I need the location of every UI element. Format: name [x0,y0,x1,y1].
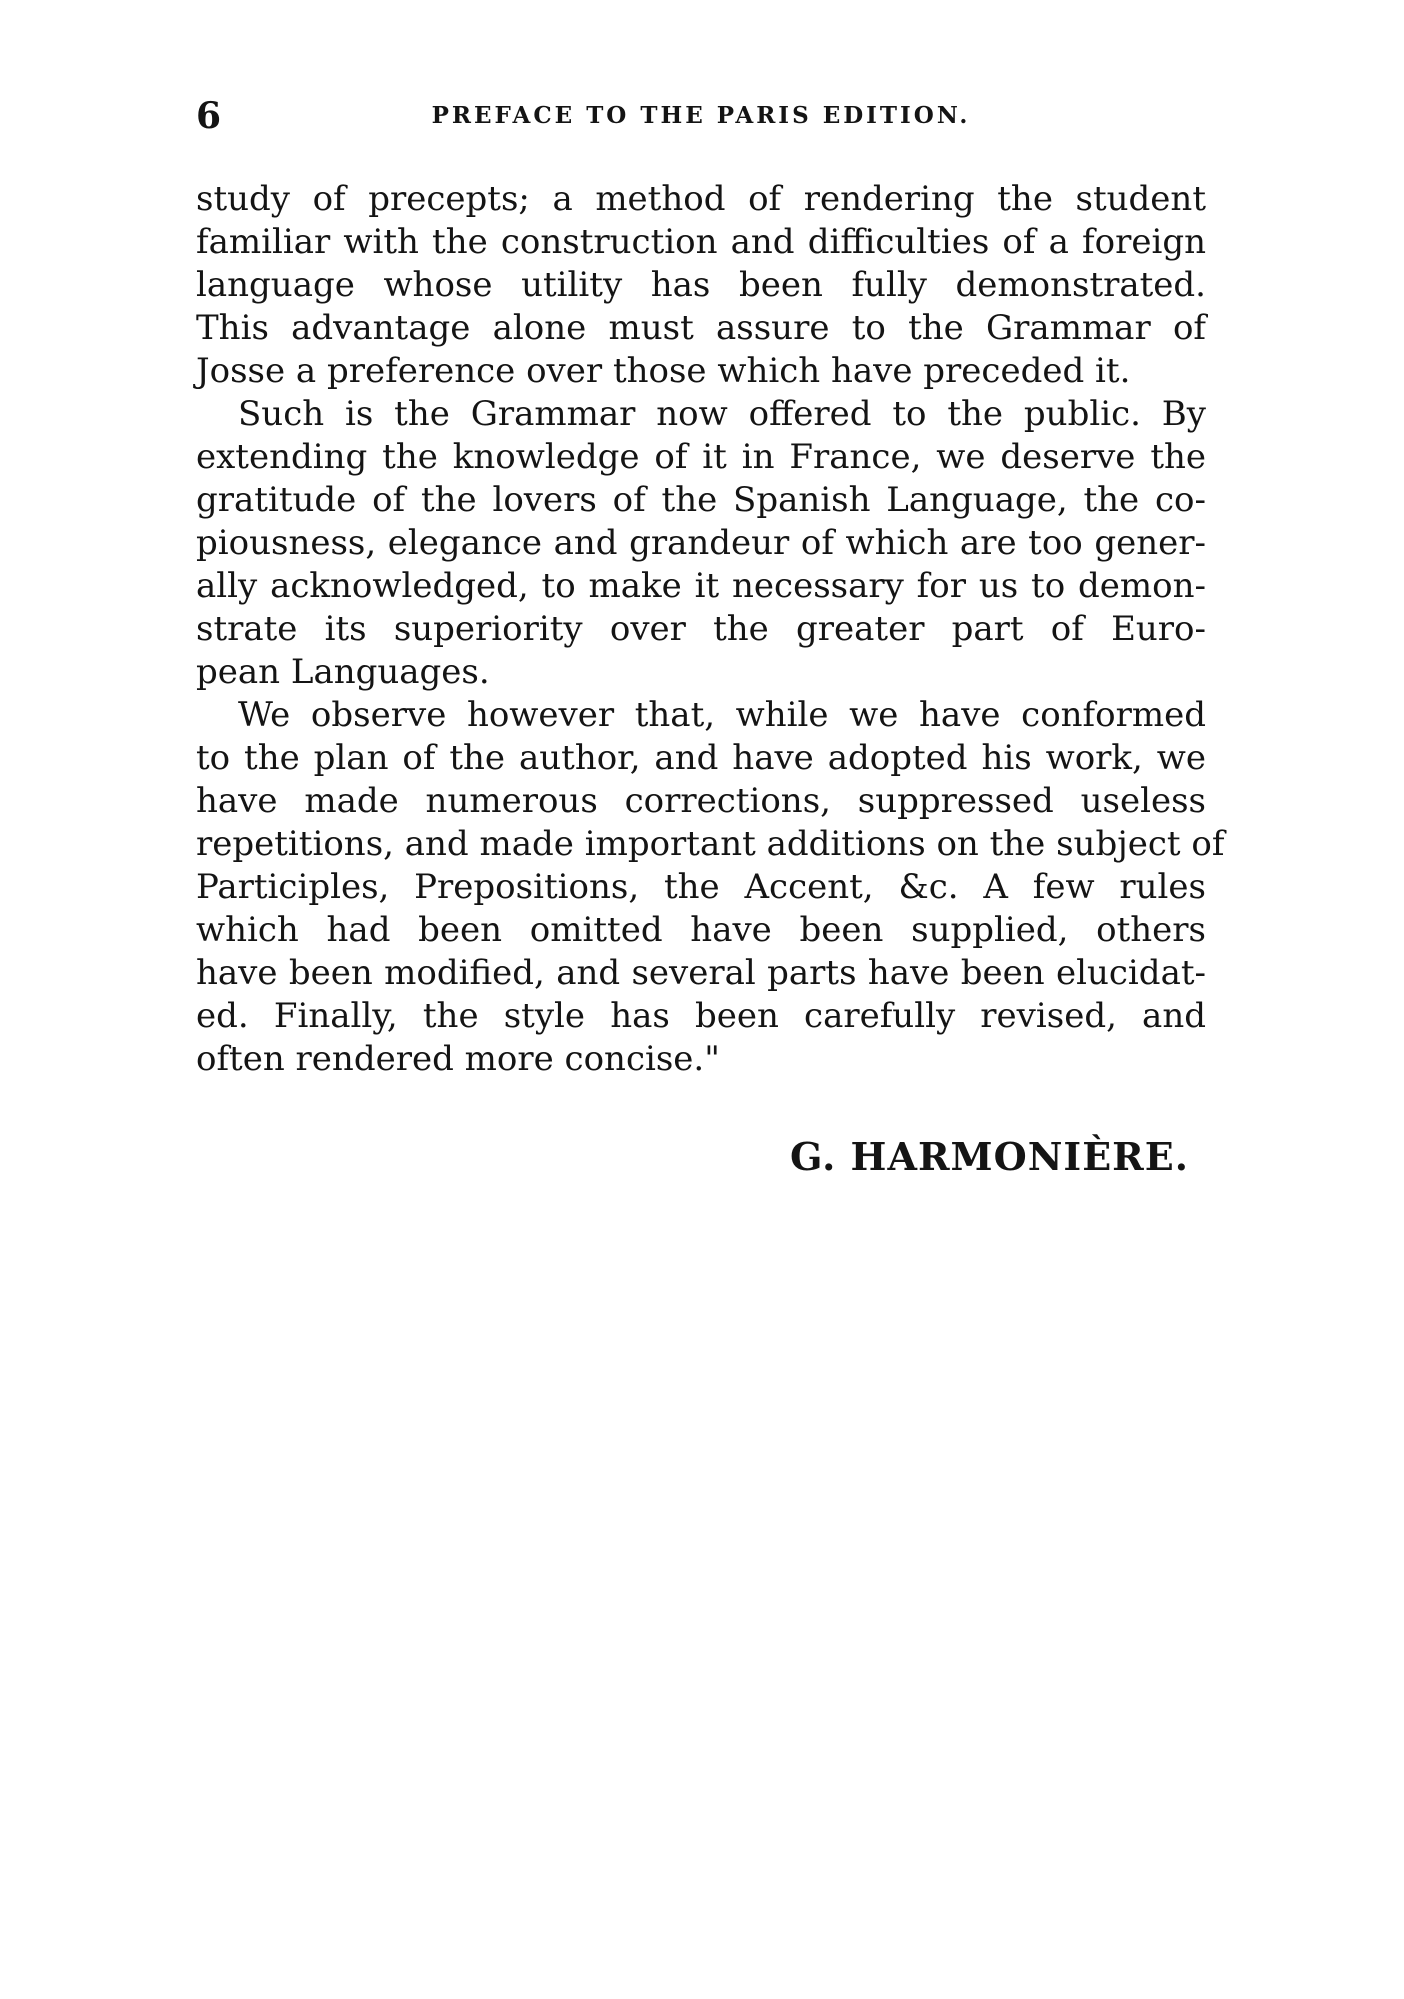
text-line: Participles, Prepositions, the Accent, &c. A few rules [196,867,1206,907]
text-line: ally acknowledged, to make it necessary for us to demon- [196,566,1206,606]
text-line: Such is the Grammar now offered to the public. By [238,394,1206,434]
text-line: extending the knowledge of it in France, we deserve the [196,437,1206,477]
signature: G. HARMONIÈRE. [790,1134,1189,1179]
text-line: which had been omitted have been supplied, others [196,910,1206,950]
text-line: pean Languages. [196,652,490,692]
text-line: often rendered more concise." [196,1039,720,1079]
text-line: study of precepts; a method of rendering the student [196,179,1206,219]
text-line: have been modified, and several parts have been elucidat- [196,953,1206,993]
text-line: gratitude of the lovers of the Spanish Language, the co- [196,480,1206,520]
text-line: repetitions, and made important additions on the subject of [196,824,1225,864]
text-line: ed. Finally, the style has been carefully revised, and [196,996,1206,1036]
text-line: strate its superiority over the greater part of Euro- [196,609,1206,649]
text-line: have made numerous corrections, suppressed useless [196,781,1206,821]
text-line: to the plan of the author, and have adopted his work, we [196,738,1206,778]
text-line: familiar with the construction and difficulties of a foreign [196,222,1206,262]
running-title: PREFACE TO THE PARIS EDITION. [431,102,971,129]
page-header [196,96,1206,136]
page-number: 6 [196,95,222,137]
text-line: This advantage alone must assure to the Grammar of [196,308,1206,348]
text-line: We observe however that, while we have conformed [238,695,1206,735]
text-line: Josse a preference over those which have preceded it. [196,351,1131,391]
text-line: language whose utility has been fully demonstrated. [196,265,1206,305]
text-line: piousness, elegance and grandeur of which are too gener- [196,523,1206,563]
body-text [196,178,1225,1081]
